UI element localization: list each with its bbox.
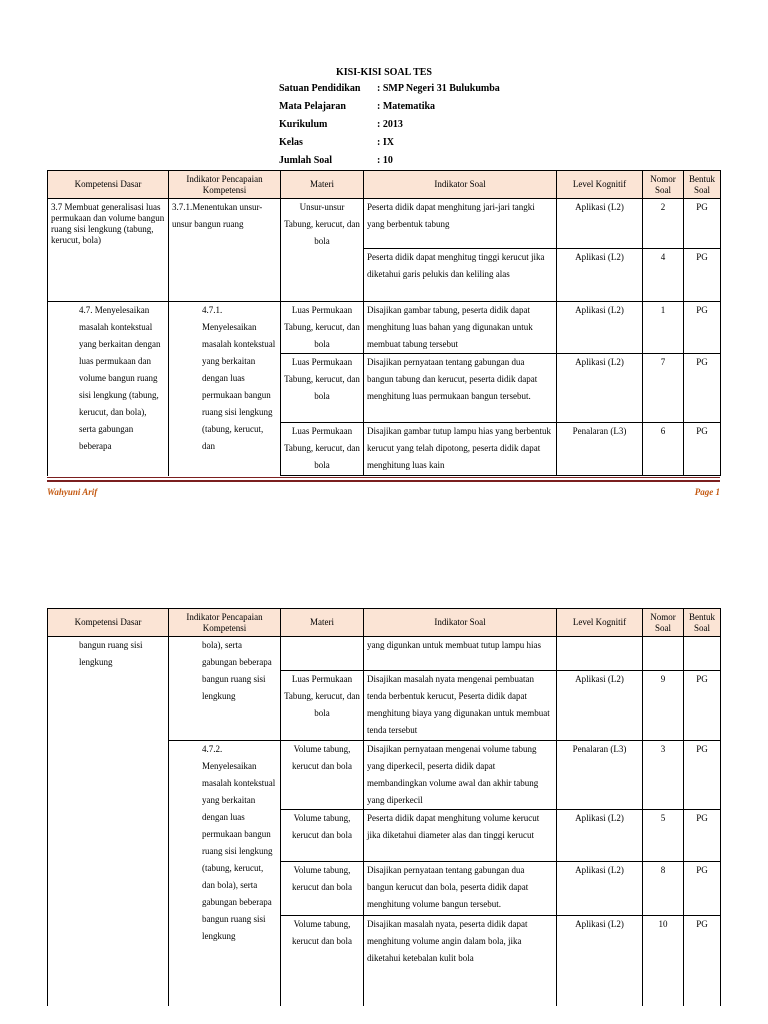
bentuk-cell: PG: [684, 916, 721, 1006]
document-meta: [279, 82, 577, 172]
nomor-cell: 7: [643, 354, 684, 423]
indikator-cell: Peserta didik dapat menghitug tinggi kerucut jika diketahui garis pelukis dan keliling alas: [364, 249, 557, 302]
table-row: [48, 637, 721, 671]
materi-cell: Unsur-unsur Tabung, kerucut, dan bola: [281, 199, 364, 302]
table-row: [48, 199, 721, 249]
indikator-cell: Peserta didik dapat menghitung jari-jari tangki yang berbentuk tabung: [364, 199, 557, 249]
bentuk-cell: PG: [684, 741, 721, 810]
materi-cell: [281, 637, 364, 671]
level-cell: Penalaran (L3): [557, 423, 643, 476]
level-cell: Aplikasi (L2): [557, 199, 643, 249]
level-cell: Aplikasi (L2): [557, 916, 643, 1006]
bentuk-cell: PG: [684, 199, 721, 249]
indikator-cell: Disajikan masalah nyata, peserta didik dapat menghitung volume angin dalam bola, jika diketahui ketebalan kulit bola: [364, 916, 557, 1006]
level-cell: Penalaran (L3): [557, 741, 643, 810]
ikp-cell: 3.7.1.Menentukan unsur-unsur bangun ruang: [169, 199, 281, 302]
indikator-cell: Disajikan gambar tabung, peserta didik dapat menghitung luas bahan yang digunakan untuk membuat tabung tersebut: [364, 302, 557, 354]
header-bentuk-soal: Bentuk Soal: [684, 171, 721, 199]
kd-cell: 3.7 Membuat generalisasi luas permukaan dan volume bangun ruang sisi lengkung (tabung, kerucut, bola): [48, 199, 169, 302]
bentuk-cell: PG: [684, 354, 721, 423]
materi-cell: Volume tabung, kerucut dan bola: [281, 862, 364, 916]
materi-cell: Volume tabung, kerucut dan bola: [281, 810, 364, 862]
meta-row: [279, 82, 577, 100]
nomor-cell: 8: [643, 862, 684, 916]
header-indikator-pencapaian: Indikator Pencapaian Kompetensi: [169, 609, 281, 637]
page-footer: [47, 477, 720, 507]
indikator-cell: yang digunkan untuk membuat tutup lampu hias: [364, 637, 557, 671]
meta-label: Jumlah Soal: [279, 155, 333, 166]
level-cell: Aplikasi (L2): [557, 810, 643, 862]
level-cell: Aplikasi (L2): [557, 354, 643, 423]
kd-cell: 4.7. Menyelesaikan masalah kontekstual yang berkaitan dengan luas permukaan dan volume bangun ruang sisi lengkung (tabung, kerucut, dan bola), serta gabungan beberapa: [48, 302, 169, 476]
materi-cell: Luas Permukaan Tabung, kerucut, dan bola: [281, 354, 364, 423]
header-indikator-soal: Indikator Soal: [364, 609, 557, 637]
bentuk-cell: PG: [684, 302, 721, 354]
bentuk-cell: PG: [684, 249, 721, 302]
materi-cell: Luas Permukaan Tabung, kerucut, dan bola: [281, 423, 364, 476]
indikator-cell: Disajikan pernyataan tentang gabungan dua bangun tabung dan kerucut, peserta didik dapat menghitung luas permukaan bangun tersebut.: [364, 354, 557, 423]
bentuk-cell: [684, 637, 721, 671]
document-title: KISI-KISI SOAL TES: [336, 67, 432, 78]
indikator-cell: Disajikan pernyataan tentang gabungan dua bangun kerucut dan bola, peserta didik dapat menghitung volume bangun tersebut.: [364, 862, 557, 916]
meta-value: : IX: [377, 137, 394, 148]
ikp-cell: 4.7.1. Menyelesaikan masalah kontekstual yang berkaitan dengan luas permukaan bangun ruang sisi lengkung (tabung, kerucut, dan: [169, 302, 281, 476]
level-cell: [557, 637, 643, 671]
bentuk-cell: PG: [684, 810, 721, 862]
meta-value: : SMP Negeri 31 Bulukumba: [377, 83, 500, 94]
footer-page-number: Page 1: [694, 487, 720, 497]
nomor-cell: 9: [643, 671, 684, 741]
footer-rule: [47, 477, 720, 478]
materi-cell: Volume tabung, kerucut dan bola: [281, 741, 364, 810]
header-level-kognitif: Level Kognitif: [557, 171, 643, 199]
kd-cell: bangun ruang sisi lengkung: [48, 637, 169, 1006]
footer-author: Wahyuni Arif: [47, 487, 98, 497]
materi-cell: Volume tabung, kerucut dan bola: [281, 916, 364, 1006]
table-header-row: [48, 171, 721, 199]
level-cell: Aplikasi (L2): [557, 671, 643, 741]
meta-row: [279, 118, 577, 136]
materi-cell: Luas Permukaan Tabung, kerucut, dan bola: [281, 671, 364, 741]
nomor-cell: 6: [643, 423, 684, 476]
bentuk-cell: PG: [684, 671, 721, 741]
indikator-cell: Disajikan pernyataan mengenai volume tabung yang diperkecil, peserta didik dapat membandingkan volume awal dan akhir tabung yang diperkecil: [364, 741, 557, 810]
header-nomor-soal: Nomor Soal: [643, 609, 684, 637]
table-header-row: [48, 609, 721, 637]
meta-row: [279, 100, 577, 118]
nomor-cell: [643, 637, 684, 671]
nomor-cell: 2: [643, 199, 684, 249]
ikp-cell: bola), serta gabungan beberapa bangun ruang sisi lengkung: [169, 637, 281, 741]
meta-value: : 2013: [377, 119, 403, 130]
header-materi: Materi: [281, 171, 364, 199]
header-materi: Materi: [281, 609, 364, 637]
footer-rule: [47, 480, 720, 482]
kisi-table-page-2: [47, 608, 721, 1006]
header-kompetensi-dasar: Kompetensi Dasar: [48, 609, 169, 637]
nomor-cell: 1: [643, 302, 684, 354]
meta-row: [279, 136, 577, 154]
bentuk-cell: PG: [684, 862, 721, 916]
nomor-cell: 4: [643, 249, 684, 302]
header-indikator-pencapaian: Indikator Pencapaian Kompetensi: [169, 171, 281, 199]
nomor-cell: 3: [643, 741, 684, 810]
indikator-cell: Disajikan masalah nyata mengenai pembuatan tenda berbentuk kerucut, Peserta didik dapat menghitung biaya yang digunakan untuk membuat tenda tersebut: [364, 671, 557, 741]
meta-value: : Matematika: [377, 101, 436, 112]
header-nomor-soal: Nomor Soal: [643, 171, 684, 199]
document-page-2: [0, 580, 768, 1024]
kisi-table-page-1: [47, 170, 721, 476]
materi-cell: Luas Permukaan Tabung, kerucut, dan bola: [281, 302, 364, 354]
header-level-kognitif: Level Kognitif: [557, 609, 643, 637]
level-cell: Aplikasi (L2): [557, 302, 643, 354]
meta-label: Satuan Pendidikan: [279, 83, 361, 94]
level-cell: Aplikasi (L2): [557, 862, 643, 916]
ikp-cell: 4.7.2. Menyelesaikan masalah kontekstual yang berkaitan dengan luas permukaan bangun ruang sisi lengkung (tabung, kerucut, dan bola), serta gabungan beberapa bangun ruang sisi lengkung: [169, 741, 281, 1006]
indikator-cell: Peserta didik dapat menghitung volume kerucut jika diketahui diameter alas dan tinggi kerucut: [364, 810, 557, 862]
header-kompetensi-dasar: Kompetensi Dasar: [48, 171, 169, 199]
header-bentuk-soal: Bentuk Soal: [684, 609, 721, 637]
bentuk-cell: PG: [684, 423, 721, 476]
header-indikator-soal: Indikator Soal: [364, 171, 557, 199]
meta-label: Kurikulum: [279, 119, 328, 130]
nomor-cell: 10: [643, 916, 684, 1006]
table-row: [48, 302, 721, 354]
indikator-cell: Disajikan gambar tutup lampu hias yang berbentuk kerucut yang telah dipotong, peserta didik dapat menghitung luas kain: [364, 423, 557, 476]
meta-value: : 10: [377, 155, 393, 166]
level-cell: Aplikasi (L2): [557, 249, 643, 302]
meta-label: Mata Pelajaran: [279, 101, 346, 112]
nomor-cell: 5: [643, 810, 684, 862]
meta-label: Kelas: [279, 137, 303, 148]
